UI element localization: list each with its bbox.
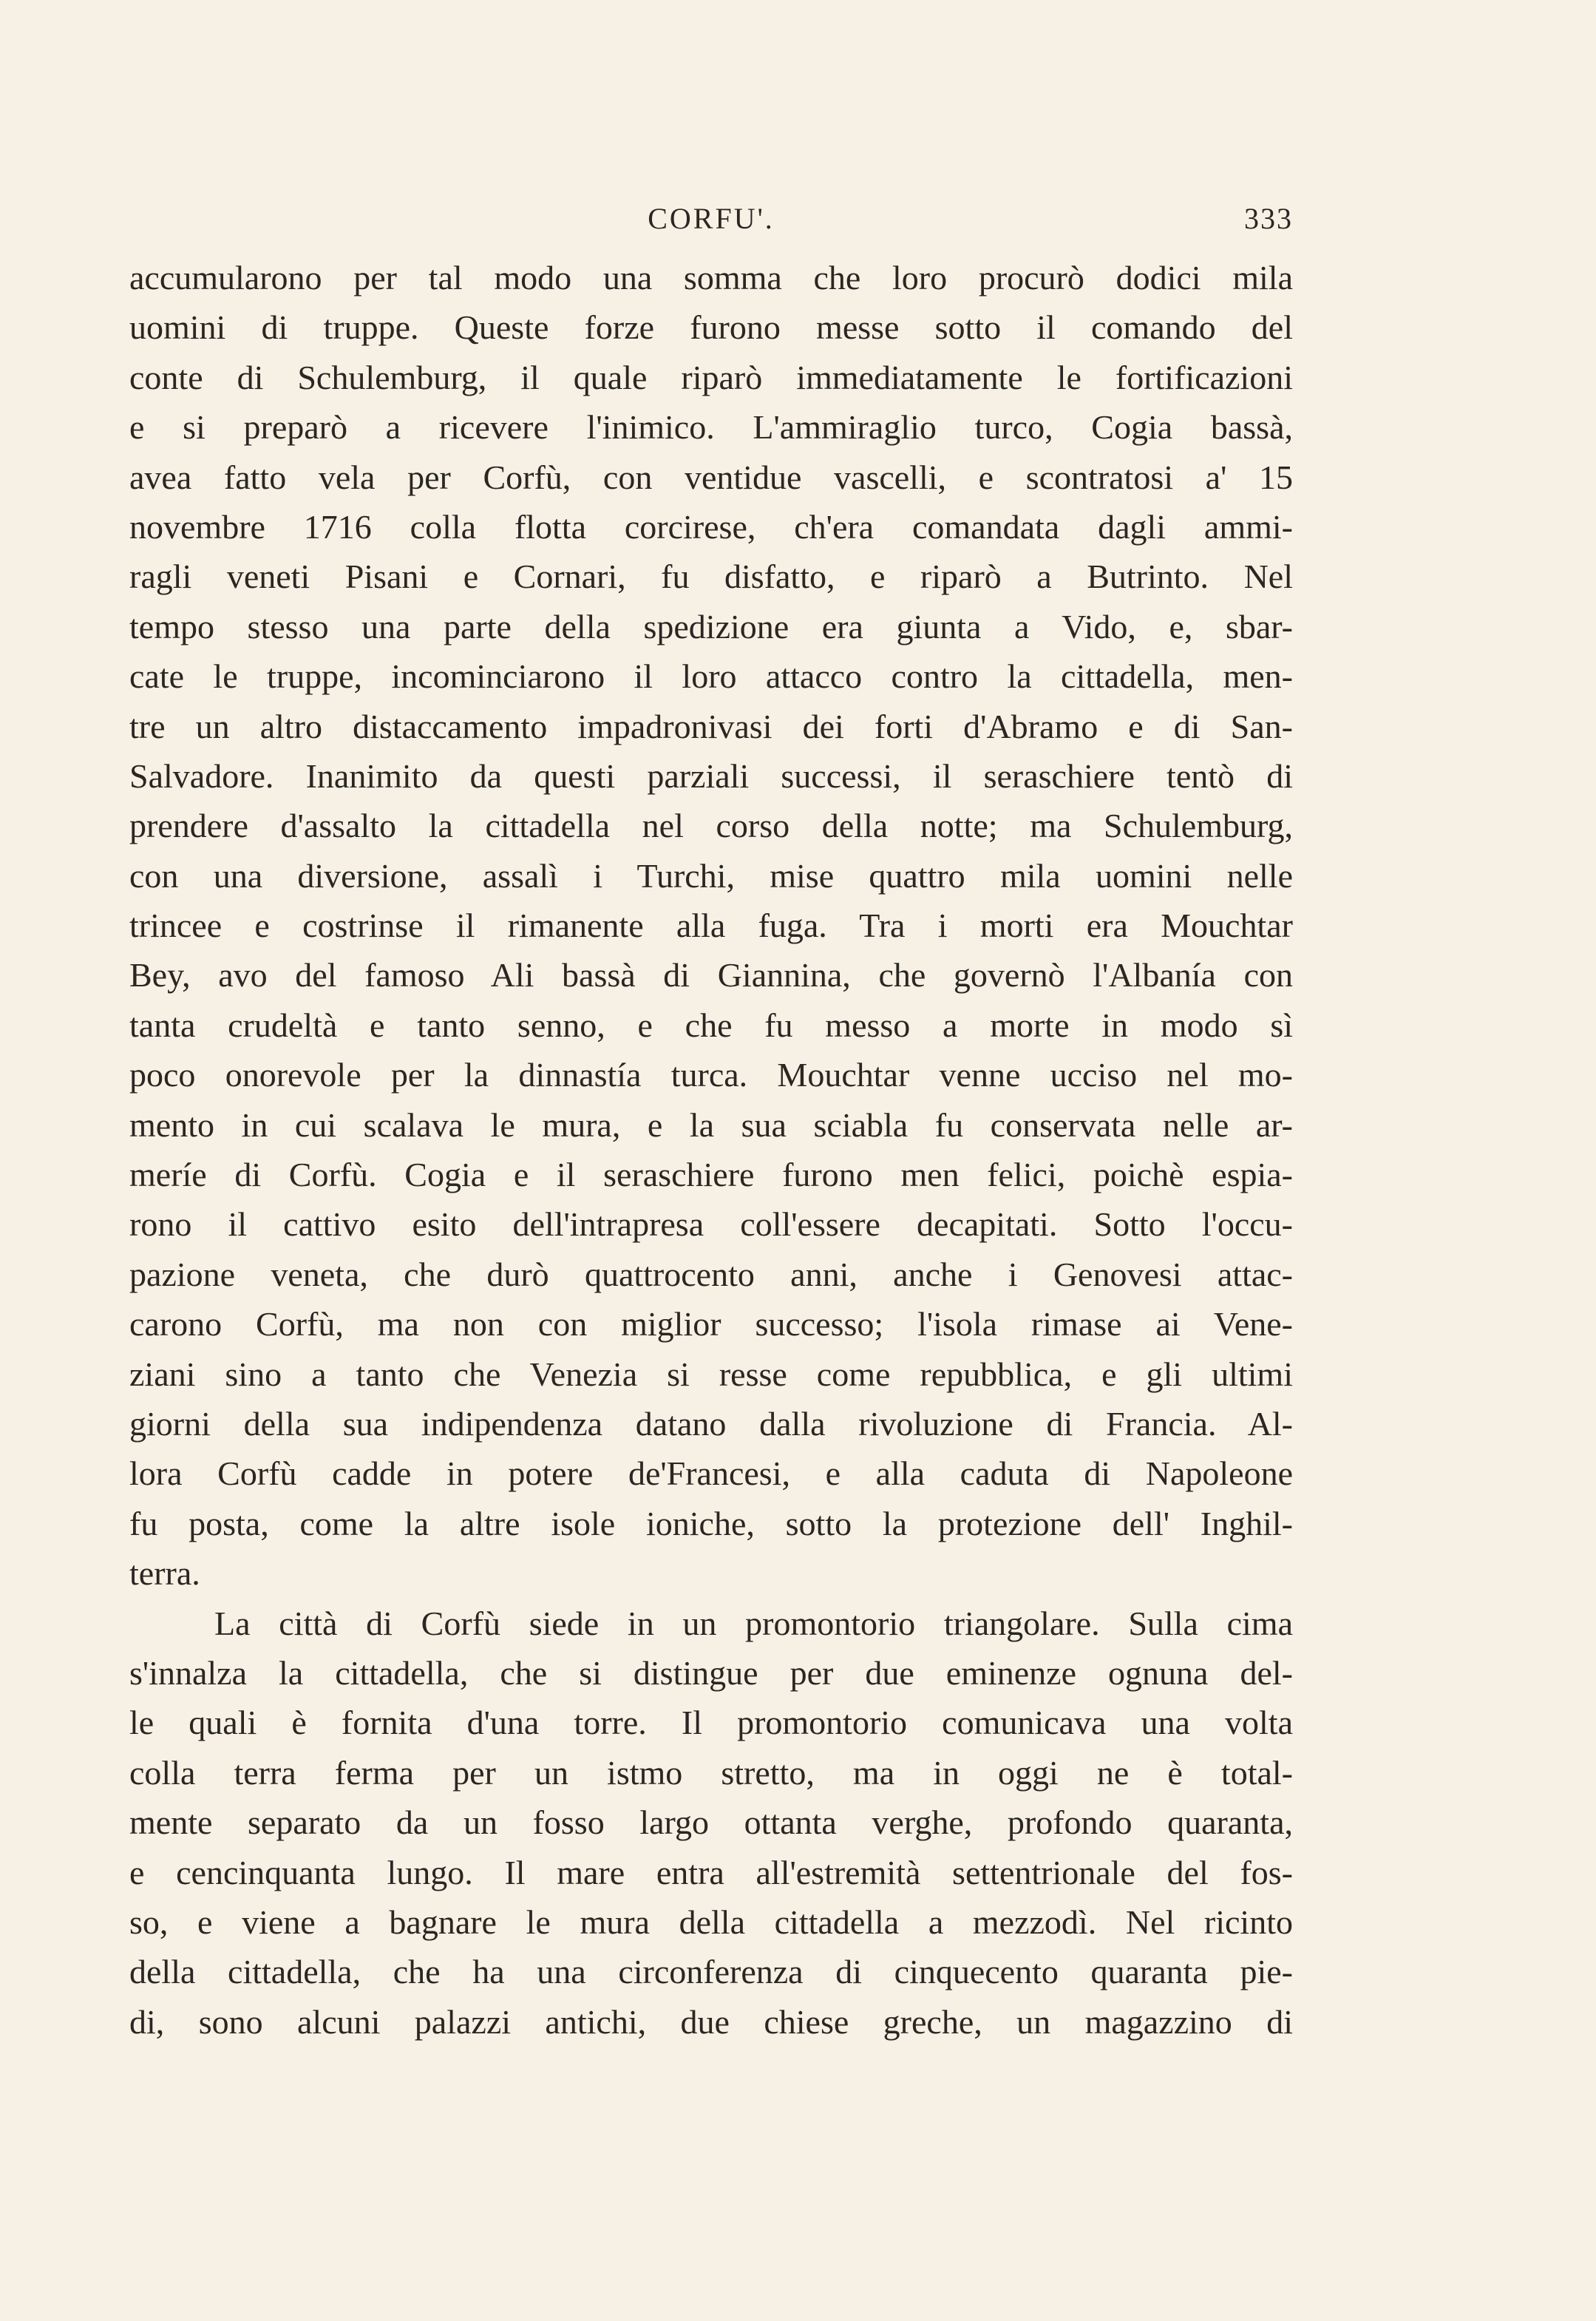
text-line: fu posta, come la altre isole ioniche, sotto la protezione dell' Inghil- — [129, 1504, 1293, 1542]
paragraph-end-line: terra. — [129, 1554, 200, 1593]
text-line: prendere d'assalto la cittadella nel corso della notte; ma Schulemburg, — [129, 807, 1293, 845]
text-line: di, sono alcuni palazzi antichi, due chiese greche, un magazzino di — [129, 2002, 1293, 2041]
paragraph-first-line: La città di Corfù siede in un promontorio triangolare. Sulla cima — [214, 1604, 1293, 1642]
running-head: CORFU'. — [648, 202, 775, 235]
text-line: trincee e costrinse il rimanente alla fuga. Tra i morti era Mouchtar — [129, 907, 1293, 945]
text-line: conte di Schulemburg, il quale riparò immediatamente le fortificazioni — [129, 358, 1293, 396]
text-line: poco onorevole per la dinnastía turca. Mouchtar venne ucciso nel mo- — [129, 1056, 1293, 1094]
text-line: mento in cui scalava le mura, e la sua sciabla fu conservata nelle ar- — [129, 1105, 1293, 1144]
text-line: accumularono per tal modo una somma che loro procurò dodici mila — [129, 259, 1293, 297]
text-line: della cittadella, che ha una circonferenza di cinquecento quaranta pie- — [129, 1953, 1293, 1991]
text-line: le quali è fornita d'una torre. Il promontorio comunicava una volta — [129, 1704, 1293, 1742]
text-line: tempo stesso una parte della spedizione era giunta a Vido, e, sbar- — [129, 607, 1293, 646]
text-line: rono il cattivo esito dell'intrapresa coll'essere decapitati. Sotto l'occu- — [129, 1205, 1293, 1244]
text-line: meríe di Corfù. Cogia e il seraschiere furono men felici, poichè espia- — [129, 1156, 1293, 1194]
page-header — [129, 201, 1293, 245]
text-line: e si preparò a ricevere l'inimico. L'ammiraglio turco, Cogia bassà, — [129, 408, 1293, 447]
body-text — [129, 253, 1293, 2047]
text-line: cate le truppe, incominciarono il loro attacco contro la cittadella, men- — [129, 657, 1293, 696]
text-line: lora Corfù cadde in potere de'Francesi, e alla caduta di Napoleone — [129, 1454, 1293, 1493]
page-number: 333 — [1244, 202, 1293, 235]
text-line: novembre 1716 colla flotta corcirese, ch'era comandata dagli ammi- — [129, 507, 1293, 546]
text-line: pazione veneta, che durò quattrocento anni, anche i Genovesi attac- — [129, 1255, 1293, 1293]
text-line: uomini di truppe. Queste forze furono messe sotto il comando del — [129, 308, 1293, 347]
text-line: s'innalza la cittadella, che si distingue per due eminenze ognuna del- — [129, 1653, 1293, 1692]
text-line: con una diversione, assalì i Turchi, mise quattro mila uomini nelle — [129, 856, 1293, 895]
text-line: tre un altro distaccamento impadronivasi dei forti d'Abramo e di San- — [129, 707, 1293, 745]
text-line: ziani sino a tanto che Venezia si resse come repubblica, e gli ultimi — [129, 1355, 1293, 1393]
text-line: Bey, avo del famoso Ali bassà di Giannina, che governò l'Albanía con — [129, 956, 1293, 995]
text-line: mente separato da un fosso largo ottanta verghe, profondo quaranta, — [129, 1803, 1293, 1842]
text-line: colla terra ferma per un istmo stretto, ma in oggi ne è total- — [129, 1753, 1293, 1792]
text-line: tanta crudeltà e tanto senno, e che fu messo a morte in modo sì — [129, 1006, 1293, 1044]
text-line: so, e viene a bagnare le mura della cittadella a mezzodì. Nel ricinto — [129, 1902, 1293, 1941]
text-line: carono Corfù, ma non con miglior successo; l'isola rimase ai Vene- — [129, 1305, 1293, 1344]
text-line: ragli veneti Pisani e Cornari, fu disfatto, e riparò a Butrinto. Nel — [129, 558, 1293, 596]
text-line: Salvadore. Inanimito da questi parziali successi, il seraschiere tentò di — [129, 756, 1293, 795]
text-line: e cencinquanta lungo. Il mare entra all'estremità settentrionale del fos- — [129, 1853, 1293, 1891]
text-line: giorni della sua indipendenza datano dalla rivoluzione di Francia. Al- — [129, 1404, 1293, 1443]
text-line: avea fatto vela per Corfù, con ventidue vascelli, e scontratosi a' 15 — [129, 458, 1293, 496]
